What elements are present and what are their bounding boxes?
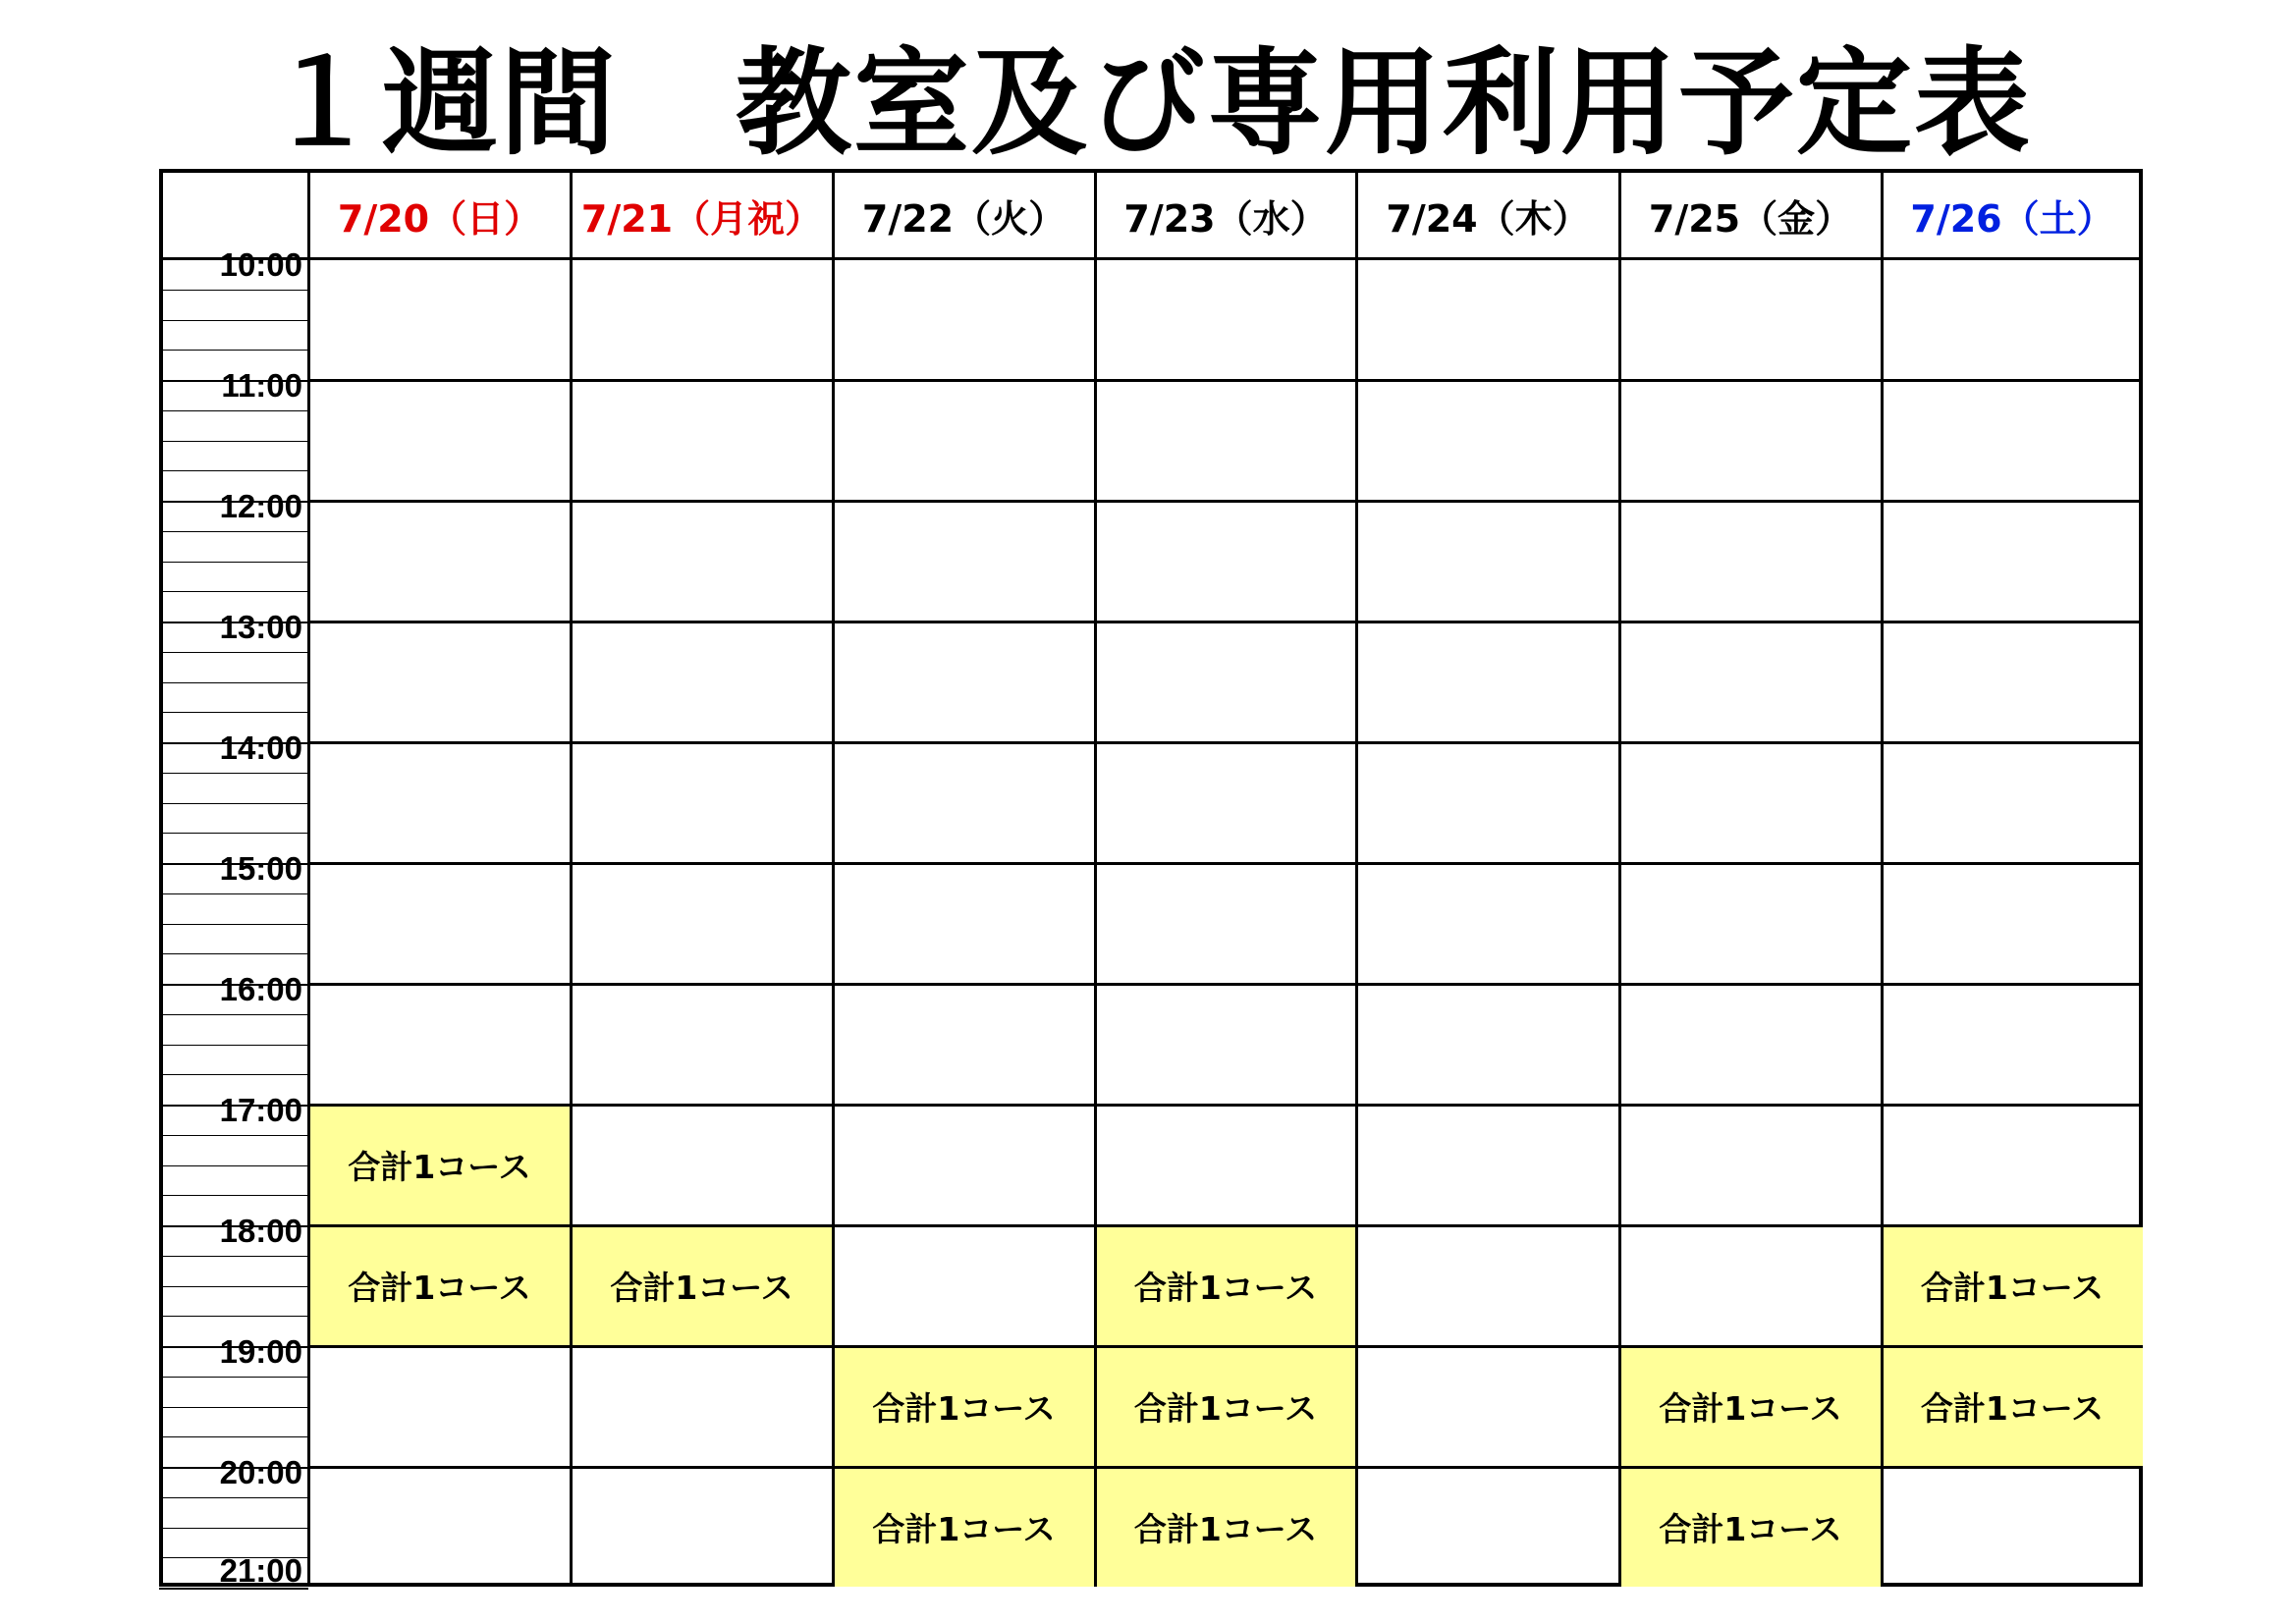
day-header-0: 7/20（日） (337, 196, 542, 241)
quarter-tick (159, 470, 308, 471)
booking-cell: 合計1コース (308, 1225, 571, 1346)
day-header-2: 7/22（火） (861, 196, 1066, 241)
time-column (159, 246, 308, 1589)
quarter-tick (159, 1195, 308, 1196)
hour-divider (308, 1104, 2143, 1107)
hour-divider (308, 741, 2143, 744)
booking-cell: 合計1コース (833, 1467, 1095, 1587)
hour-divider (308, 1466, 2143, 1469)
booking-cell: 合計1コース (1095, 1467, 1356, 1587)
time-label: 11:00 (221, 367, 302, 404)
booking-cell: 合計1コース (571, 1225, 833, 1346)
quarter-tick (159, 712, 308, 713)
quarter-tick (159, 1256, 308, 1257)
time-label: 21:00 (219, 1552, 302, 1589)
time-label: 16:00 (219, 971, 302, 1007)
quarter-tick (159, 1165, 308, 1166)
booking-cell: 合計1コース (1882, 1346, 2143, 1467)
quarter-tick (159, 350, 308, 351)
booking-cell: 合計1コース (308, 1105, 571, 1225)
hour-divider (308, 379, 2143, 382)
time-label: 15:00 (219, 850, 302, 887)
quarter-tick (159, 682, 308, 683)
hour-divider (308, 1345, 2143, 1348)
quarter-tick (159, 1407, 308, 1408)
quarter-tick (159, 652, 308, 653)
quarter-tick (159, 320, 308, 321)
quarter-tick (159, 1436, 308, 1437)
booking-cell: 合計1コース (1619, 1467, 1882, 1587)
quarter-tick (159, 803, 308, 804)
quarter-tick (159, 591, 308, 592)
quarter-tick (159, 833, 308, 834)
day-header-4: 7/24（木） (1386, 196, 1590, 241)
day-header-1: 7/21（月祝） (580, 196, 823, 241)
quarter-tick (159, 1074, 308, 1075)
time-label: 13:00 (219, 609, 302, 645)
quarter-tick (159, 1497, 308, 1498)
time-label: 14:00 (219, 730, 302, 766)
day-header-3: 7/23（水） (1123, 196, 1328, 241)
hour-divider (308, 621, 2143, 623)
hour-divider (308, 983, 2143, 986)
quarter-tick (159, 893, 308, 894)
hour-divider (308, 862, 2143, 865)
quarter-tick (159, 441, 308, 442)
quarter-tick (159, 1014, 308, 1015)
booking-cell: 合計1コース (1095, 1225, 1356, 1346)
quarter-tick (159, 1316, 308, 1317)
hour-divider (308, 500, 2143, 503)
booking-cell: 合計1コース (833, 1346, 1095, 1467)
hour-divider (308, 1224, 2143, 1227)
day-header-5: 7/25（金） (1648, 196, 1853, 241)
time-label: 12:00 (219, 488, 302, 524)
time-label: 17:00 (219, 1092, 302, 1128)
quarter-tick (159, 1377, 308, 1378)
time-label: 19:00 (219, 1333, 302, 1370)
day-header-6: 7/26（土） (1910, 196, 2114, 241)
quarter-tick (159, 1528, 308, 1529)
booking-cell: 合計1コース (1095, 1346, 1356, 1467)
quarter-tick (159, 562, 308, 563)
quarter-tick (159, 1135, 308, 1136)
quarter-tick (159, 953, 308, 954)
time-label: 10:00 (219, 246, 302, 283)
quarter-tick (159, 290, 308, 291)
page-title: １週間 教室及び専用利用予定表 (263, 35, 2032, 171)
quarter-tick (159, 1286, 308, 1287)
quarter-tick (159, 531, 308, 532)
quarter-tick (159, 773, 308, 774)
quarter-tick (159, 924, 308, 925)
quarter-tick (159, 1045, 308, 1046)
booking-cell: 合計1コース (1882, 1225, 2143, 1346)
time-label: 20:00 (219, 1454, 302, 1490)
quarter-tick (159, 410, 308, 411)
booking-cell: 合計1コース (1619, 1346, 1882, 1467)
header-divider (159, 257, 2143, 260)
time-label: 18:00 (219, 1213, 302, 1249)
